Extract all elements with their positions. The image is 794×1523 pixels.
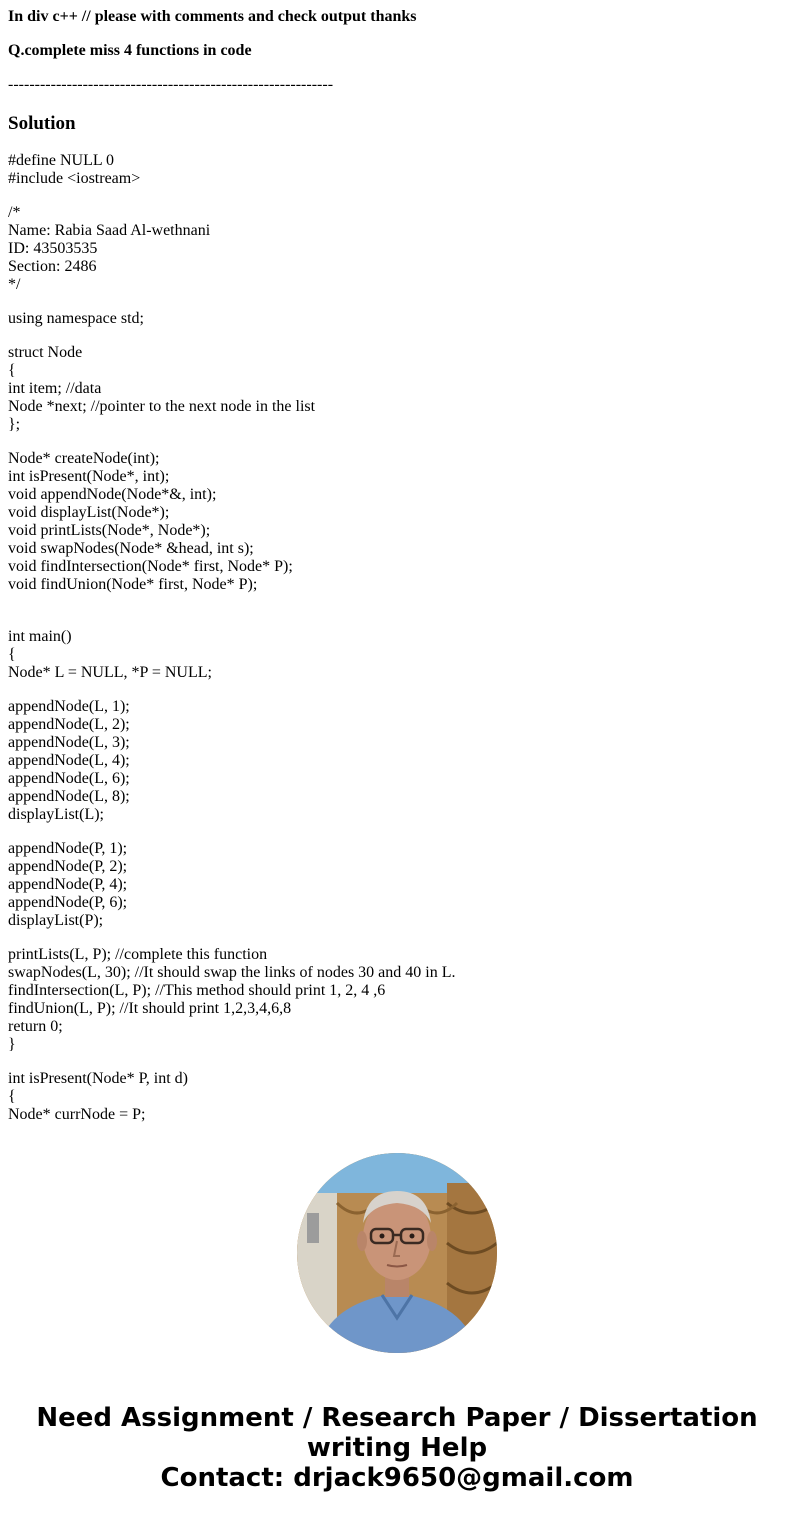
code-line: appendNode(L, 1); xyxy=(8,698,130,715)
code-line: appendNode(P, 6); xyxy=(8,894,128,911)
code-line: return 0; xyxy=(8,1018,63,1035)
code-group-namespace xyxy=(8,310,788,328)
code-group-ispresent xyxy=(8,1070,788,1124)
promo-banner xyxy=(0,1403,794,1493)
code-line: void findIntersection(Node* first, Node* P); xyxy=(8,558,293,575)
code-group-prototypes xyxy=(8,450,788,594)
code-line: { xyxy=(8,1088,16,1105)
code-line: Node* createNode(int); xyxy=(8,450,160,467)
promo-contact-email: Contact: drjack9650@gmail.com xyxy=(160,1463,634,1493)
solution-heading: Solution xyxy=(8,113,76,134)
author-avatar xyxy=(297,1153,497,1353)
code-group-main-start xyxy=(8,628,788,682)
code-line: #define NULL 0 xyxy=(8,152,115,169)
code-line: findIntersection(L, P); //This method should print 1, 2, 4 ,6 xyxy=(8,982,386,999)
code-line: { xyxy=(8,646,16,663)
code-line: void displayList(Node*); xyxy=(8,504,170,521)
question-title: In div c++ // please with comments and check output thanks xyxy=(8,8,417,25)
code-line: int item; //data xyxy=(8,380,102,397)
code-line: int main() xyxy=(8,628,72,645)
code-line: appendNode(L, 6); xyxy=(8,770,130,787)
code-line: { xyxy=(8,362,16,379)
code-line: Name: Rabia Saad Al-wethnani xyxy=(8,222,211,239)
code-group-header-comment xyxy=(8,204,788,294)
code-line: displayList(L); xyxy=(8,806,104,823)
code-line: /* xyxy=(8,204,21,221)
code-line: void printLists(Node*, Node*); xyxy=(8,522,211,539)
code-line: Section: 2486 xyxy=(8,258,97,275)
code-line: struct Node xyxy=(8,344,83,361)
code-line: appendNode(L, 3); xyxy=(8,734,130,751)
code-group-struct xyxy=(8,344,788,434)
promo-line-2: writing Help xyxy=(306,1433,488,1463)
code-line: appendNode(P, 2); xyxy=(8,858,128,875)
code-line: Node* currNode = P; xyxy=(8,1106,146,1123)
code-line: appendNode(P, 1); xyxy=(8,840,128,857)
code-line: void swapNodes(Node* &head, int s); xyxy=(8,540,254,557)
code-line: printLists(L, P); //complete this function xyxy=(8,946,268,963)
code-line: void findUnion(Node* first, Node* P); xyxy=(8,576,258,593)
question-prompt: Q.complete miss 4 functions in code xyxy=(8,42,252,59)
code-line: appendNode(L, 8); xyxy=(8,788,130,805)
code-line: swapNodes(L, 30); //It should swap the links of nodes 30 and 40 in L. xyxy=(8,964,456,981)
code-line: */ xyxy=(8,276,21,293)
code-line: Node* L = NULL, *P = NULL; xyxy=(8,664,212,681)
code-group-append-p xyxy=(8,840,788,930)
code-line: #include <iostream> xyxy=(8,170,141,187)
divider-line: ------------------------------------------------------------- xyxy=(8,76,334,93)
code-line: void appendNode(Node*&, int); xyxy=(8,486,217,503)
code-line: } xyxy=(8,1036,16,1053)
code-line: appendNode(L, 4); xyxy=(8,752,130,769)
code-line: }; xyxy=(8,416,21,433)
code-line: appendNode(L, 2); xyxy=(8,716,130,733)
code-line: appendNode(P, 4); xyxy=(8,876,128,893)
avatar-photo-illustration xyxy=(297,1153,497,1353)
code-line: findUnion(L, P); //It should print 1,2,3,4,6,8 xyxy=(8,1000,292,1017)
code-group-append-l xyxy=(8,698,788,824)
code-line: int isPresent(Node*, int); xyxy=(8,468,170,485)
code-group-includes xyxy=(8,152,788,188)
code-group-calls xyxy=(8,946,788,1054)
promo-line-1: Need Assignment / Research Paper / Dissertation xyxy=(36,1403,758,1433)
code-line: ID: 43503535 xyxy=(8,240,98,257)
code-line: using namespace std; xyxy=(8,310,144,327)
code-line: Node *next; //pointer to the next node in the list xyxy=(8,398,316,415)
code-line: int isPresent(Node* P, int d) xyxy=(8,1070,188,1087)
code-line: displayList(P); xyxy=(8,912,104,929)
